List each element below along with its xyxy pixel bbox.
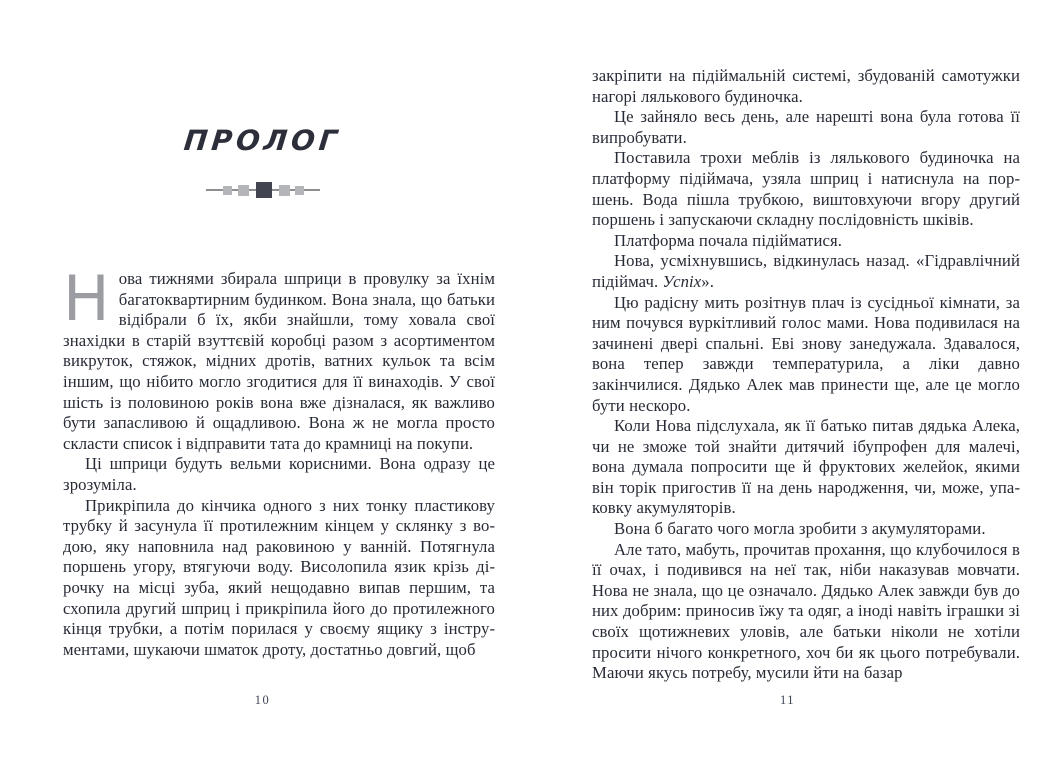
ornament-square <box>279 185 290 196</box>
text-run: ». <box>701 271 715 291</box>
chapter-ornament <box>206 182 320 198</box>
text-run: Це зайняло весь день, але нарешті вона була готова її випробувати. <box>592 107 1020 147</box>
paragraph <box>592 416 1020 519</box>
paragraph <box>63 454 495 495</box>
text-run: Ці шприци будуть вельми корисними. Вона одразу це зрозуміла. <box>63 454 495 494</box>
chapter-title: ПРОЛОГ <box>182 124 343 157</box>
paragraph <box>592 293 1020 417</box>
paragraph <box>592 107 1020 148</box>
right-page <box>525 0 1050 760</box>
text-run: Вона б багато чого могла зробити з акумуляторами. <box>614 519 986 539</box>
text-run: Поставила трохи меблів із лялькового будиночка на платформу підіймача, узяла шприц і натиснула на поршень. Вода пішла трубкою, виштовхуючи вгору другий поршень і запускаючи складну послідовність шківів. <box>592 148 1020 230</box>
text-run: закріпити на підіймальній системі, збудованій самотужки нагорі лялькового будиночка. <box>592 66 1020 106</box>
ornament-square <box>223 186 232 195</box>
left-page-text <box>63 262 495 660</box>
right-page-number: 11 <box>779 693 796 707</box>
paragraph <box>592 66 1020 107</box>
text-run: Цю радісну мить розітнув плач із сусідньої кімнати, за ним почувся вуркітливий голос мами. Нова подивилася на зачинені двері спальні. Еві знову занедужала. Здавалося, вона тепер завжди температурила, а ліки давно закінчилися. Дядько Алек мав принести ще, але це могло бути нескоро. <box>592 292 1020 415</box>
text-run: Прикріпила до кінчика одного з них тонку пластикову трубку й засунула її протилежним кінцем у склянку з водою, яку наповнила над раковиною у ванній. Потягнула поршень угору, втягуючи воду. Висолопила язик крізь дірочку на місці зуба, який нещодавно випав першим, та схопила другий шприц і прикріпила його до протилежного кінця трубки, а потім порилася у своєму ящику з інструментами, шукаючи шматок дроту, достатньо довгий, щоб <box>63 495 495 659</box>
ornament-square <box>238 185 249 196</box>
italic-text-run: Успіх <box>662 271 702 291</box>
drop-cap: Н <box>63 262 110 335</box>
text-run: Платформа почала підійматися. <box>614 230 843 250</box>
paragraph <box>63 496 495 661</box>
text-run: Але тато, мабуть, прочитав прохання, що клубочилося в її очах, і подивився на неї так, ніби наказував мовчати. Нова не знала, що це означало. Дядько Алек завжди був до них добрим: приносив їжу та одяг, а іноді навіть іграшки зі своїх щотижневих уловів, але батьки ніколи не хотіли просити нічого конкретного, хоч би як цього потребували. Маючи якусь потребу, мусили йти на базар <box>592 539 1020 683</box>
paragraph <box>592 148 1020 230</box>
paragraph <box>592 519 1020 540</box>
paragraph <box>592 251 1020 292</box>
paragraph <box>592 540 1020 684</box>
paragraph <box>592 231 1020 252</box>
right-page-text <box>592 66 1020 684</box>
paragraph <box>63 262 495 454</box>
ornament-square <box>295 186 304 195</box>
text-run: Нова, усміхнувшись, відкинулась назад. «Гідравлічний підіймач. <box>592 251 1020 291</box>
left-page-number: 10 <box>254 693 271 707</box>
text-run: Коли Нова підслухала, як її батько питав дядька Алека, чи не зможе той знайти дитячий ібупрофен для малечі, вона думала попросити ще й фруктових желейок, якими він торік пригостив її на день народження, чи, може, упаковку акумуляторів. <box>592 416 1020 518</box>
ornament-square-center <box>256 182 272 198</box>
text-run: ова тижнями збирала шприци в провулку за їхнім багатоквартирним будинком. Вона знала, що батьки відібрали б їх, якби знайшли, тому ховала свої знахідки в старій взуттєвій коробці разом з асортиментом викруток, стяжок, мідних дротів, ватних кульок та всім іншим, що нібито могло згодитися для її винаходів. У свої шість із половиною років вона вже дізналася, як важливо бути запасливою й ощадливою. Вона ж не могла просто скласти список і відправити тата до крамниці на покупи. <box>63 269 495 453</box>
